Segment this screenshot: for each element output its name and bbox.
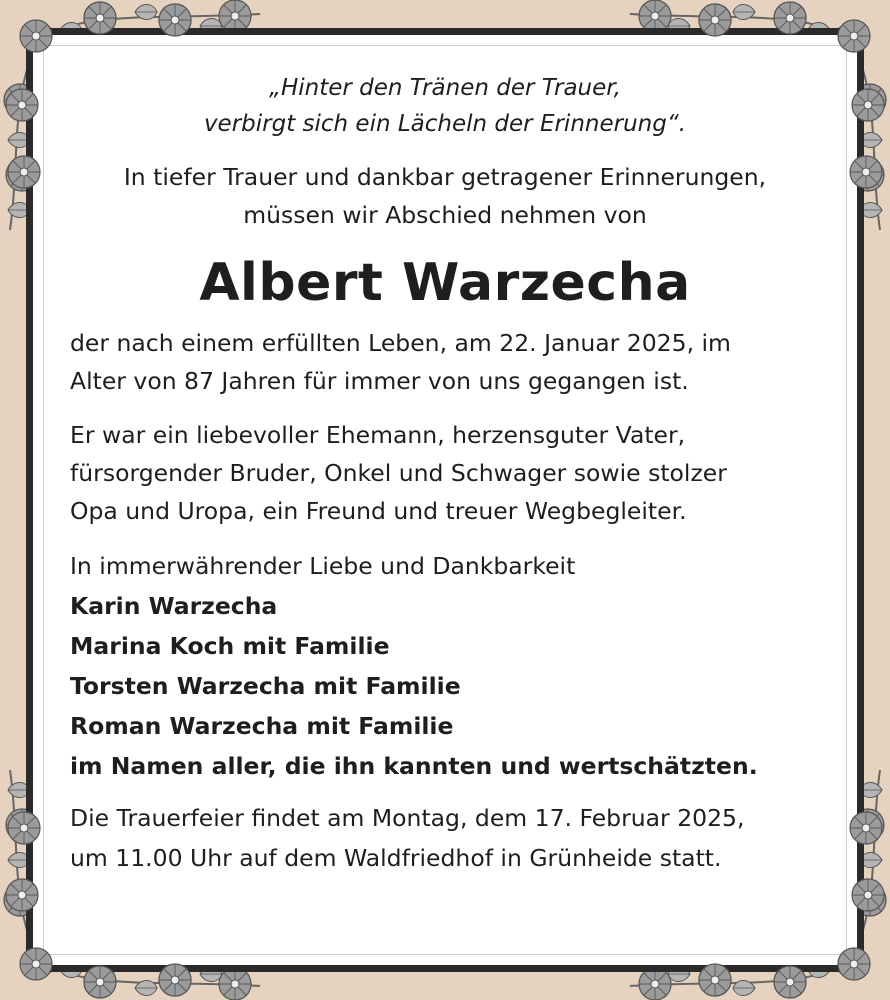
- intro-line-2: müssen wir Abschied nehmen von: [243, 201, 647, 229]
- character-line-2: fürsorgender Bruder, Onkel und Schwager sowie stolzer: [70, 459, 727, 487]
- character-paragraph: [70, 416, 820, 530]
- funeral-line-2: um 11.00 Uhr auf dem Waldfriedhof in Grünheide statt.: [70, 844, 722, 872]
- life-line-2: Alter von 87 Jahren für immer von uns gegangen ist.: [70, 367, 689, 395]
- signer-name: Roman Warzecha mit Familie: [70, 712, 454, 740]
- life-line-1: der nach einem erfüllten Leben, am 22. Januar 2025, im: [70, 329, 731, 357]
- signers-closing: im Namen aller, die ihn kannten und wertschätzten.: [70, 752, 758, 780]
- character-line-3: Opa und Uropa, ein Freund und treuer Wegbegleiter.: [70, 497, 687, 525]
- quote-line-2: verbirgt sich ein Lächeln der Erinnerung“.: [203, 111, 687, 137]
- memorial-quote: [70, 70, 820, 142]
- intro-text: [70, 158, 820, 234]
- character-line-1: Er war ein liebevoller Ehemann, herzensguter Vater,: [70, 421, 686, 449]
- signer-name: Karin Warzecha: [70, 592, 278, 620]
- obituary-content: [70, 70, 820, 878]
- deceased-name: Albert Warzecha: [199, 253, 691, 313]
- life-paragraph: [70, 324, 820, 400]
- signer-name: Marina Koch mit Familie: [70, 632, 390, 660]
- signer-name: Torsten Warzecha mit Familie: [70, 672, 461, 700]
- signers-block: [70, 546, 820, 786]
- funeral-line-1: Die Trauerfeier findet am Montag, dem 17. Februar 2025,: [70, 804, 745, 832]
- intro-line-1: In tiefer Trauer und dankbar getragener Erinnerungen,: [123, 163, 767, 191]
- quote-line-1: „Hinter den Tränen der Trauer,: [269, 75, 621, 101]
- signers-intro: In immerwährender Liebe und Dankbarkeit: [70, 552, 576, 580]
- funeral-info: [70, 798, 820, 878]
